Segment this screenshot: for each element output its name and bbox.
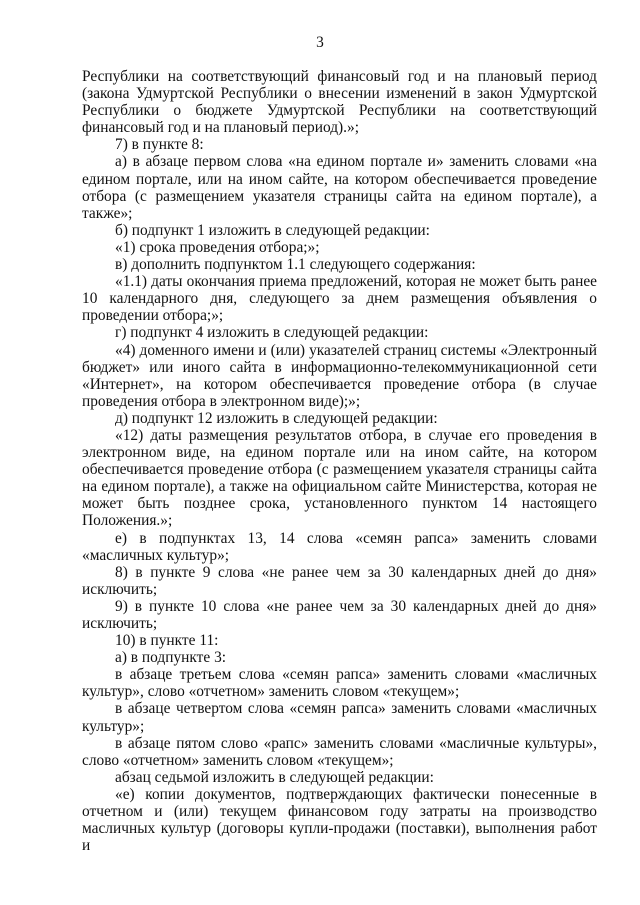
text-line: в) дополнить подпунктом 1.1 следующего содержания: (115, 256, 476, 274)
text-line: абзац седьмой изложить в следующей редакции: (115, 768, 434, 786)
text-line: в абзаце четвертом слова «семян рапса» заменить словами «масличных (115, 700, 597, 718)
text-line: в абзаце пятом слово «рапс» заменить словами «масличные культуры», (115, 734, 597, 752)
text-line: бюджет» или иного сайта в информационно-телекоммуникационной сети (82, 358, 597, 376)
text-line: культур», слово «отчетном» заменить словом «текущем»; (82, 683, 460, 701)
text-line: исключить; (82, 615, 158, 632)
text-line: может быть позднее срока, установленного пунктом 14 настоящего (82, 495, 597, 513)
text-line: «Интернет», на котором обеспечивается проведение отбора (в случае (82, 375, 597, 393)
text-line: исключить; (82, 580, 158, 598)
text-line: финансовый год и на плановый период).»; (82, 119, 359, 137)
text-line: д) подпункт 12 изложить в следующей редакции: (115, 409, 438, 427)
text-line: 7) в пункте 8: (115, 136, 204, 154)
text-line: на едином портале), а также на официальном сайте Министерства, которая не (82, 478, 597, 496)
text-line: в абзаце третьем слова «семян рапса» заменить словами «масличных (115, 666, 597, 684)
text-line: слово «отчетном» заменить словом «текущем»; (82, 751, 394, 769)
page-number: 3 (316, 34, 324, 51)
text-line: «12) даты размещения результатов отбора, в случае его проведения в (115, 426, 597, 444)
text-line: «е) копии документов, подтверждающих фактически понесенные в (115, 785, 597, 803)
text-line: едином портале, или на ином сайте, на котором обеспечивается проведение (82, 170, 597, 188)
text-line: 9) в пункте 10 слова «не ранее чем за 30 календарных дней до дня» (115, 597, 597, 615)
text-line: (закона Удмуртской Республики о внесении изменений в закон Удмуртской (82, 85, 597, 103)
document-body (82, 68, 597, 854)
text-line: Республики о бюджете Удмуртской Республики на соответствующий (82, 102, 597, 120)
text-line: масличных культур (договоры купли-продажи (поставки), выполнения работ и (82, 820, 597, 855)
text-line: б) подпункт 1 изложить в следующей редакции: (115, 221, 430, 239)
text-line: Республики на соответствующий финансовый год и на плановый период (82, 68, 597, 85)
text-line: «1.1) даты окончания приема предложений, которая не может быть ранее (115, 273, 597, 291)
text-line: электронном виде, на едином портале или на ином сайте, на котором (82, 444, 597, 462)
text-line: «1) срока проведения отбора;»; (115, 238, 320, 256)
text-line: а) в абзаце первом слова «на едином портале и» заменить словами «на (115, 153, 597, 171)
text-line: обеспечивается проведение отбора (с размещением указателя страницы сайта (82, 461, 597, 479)
text-line: а) в подпункте 3: (115, 649, 227, 667)
text-line: г) подпункт 4 изложить в следующей редакции: (115, 324, 429, 342)
text-line: 8) в пункте 9 слова «не ранее чем за 30 календарных дней до дня» (115, 563, 597, 581)
text-line: культур»; (82, 717, 145, 735)
text-line: 10) в пункте 11: (115, 632, 219, 650)
text-line: Положения.»; (82, 512, 173, 530)
text-line: проведения отбора в электронном виде);»; (82, 392, 361, 410)
text-line: е) в подпунктах 13, 14 слова «семян рапса» заменить словами (115, 529, 597, 547)
text-line: «масличных культур»; (82, 546, 230, 564)
text-line: отбора (с размещением указателя страницы сайта на едином портале), а также»; (82, 187, 597, 222)
text-line: проведении отбора;»; (82, 307, 224, 325)
text-line: 10 календарного дня, следующего за днем размещения объявления о (82, 290, 597, 308)
text-line: отчетном и (или) текущем финансовом году затраты на производство (82, 803, 597, 821)
text-line: «4) доменного имени и (или) указателей страниц системы «Электронный (115, 341, 597, 359)
